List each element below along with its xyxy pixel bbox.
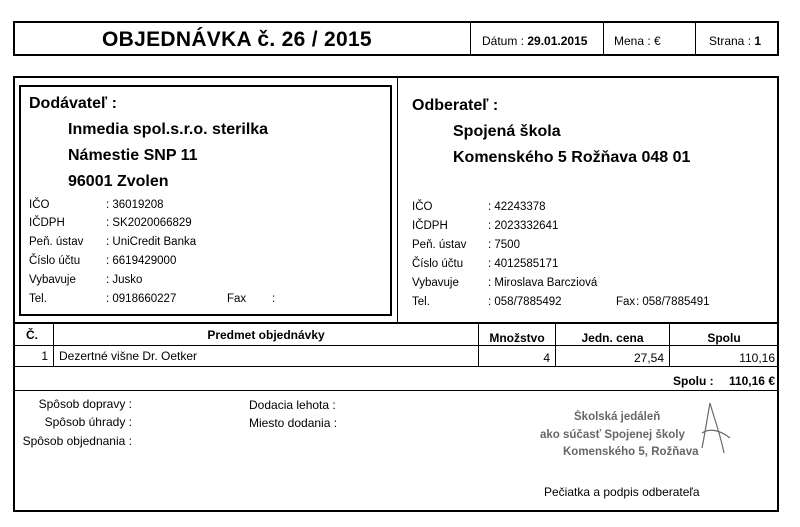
row-qty: 4 — [543, 351, 550, 365]
supplier-field-value: : 6619429000 — [106, 255, 177, 267]
customer-fax-label: Fax — [616, 296, 636, 308]
customer-field-value: : 2023332641 — [488, 220, 559, 232]
supplier-field-label: Vybavuje — [29, 274, 76, 286]
customer-field-value: : 7500 — [488, 239, 520, 251]
header-divider — [695, 22, 696, 55]
supplier-field-value: : SK2020066829 — [106, 217, 192, 229]
supplier-street: Námestie SNP 11 — [68, 147, 198, 164]
customer-field-label: IČDPH — [412, 220, 448, 232]
delivery-place-label: Miesto dodania : — [249, 416, 338, 430]
currency-cell — [614, 34, 661, 48]
sum-value: 110,16 € — [728, 374, 775, 388]
col-header-qty: Množstvo — [489, 331, 545, 345]
supplier-field-value: : 0918660227 — [106, 293, 177, 305]
table-sum-line — [14, 390, 778, 391]
supplier-field-label: IČDPH — [29, 217, 65, 229]
col-header-item: Predmet objednávky — [207, 328, 325, 342]
table-row-line — [14, 366, 778, 367]
customer-heading: Odberateľ : — [412, 97, 499, 114]
stamp-line: Komenského 5, Rožňava — [563, 446, 699, 458]
party-divider — [397, 78, 398, 322]
supplier-field-value: : 36019208 — [106, 199, 164, 211]
row-total: 110,16 — [739, 351, 775, 365]
stamp-line: Školská jedáleň — [574, 411, 661, 423]
customer-field-label: Tel. — [412, 296, 430, 308]
supplier-name: Inmedia spol.s.r.o. sterilka — [68, 121, 269, 138]
col-header-total: Spolu — [707, 331, 741, 345]
currency-value: € — [654, 34, 661, 48]
row-num: 1 — [41, 349, 48, 363]
supplier-field-label: Číslo účtu — [29, 255, 81, 267]
header-divider — [470, 22, 471, 55]
row-item: Dezertné višne Dr. Oetker — [59, 349, 198, 363]
customer-field-value: : 4012585171 — [488, 258, 559, 270]
customer-field-value: : 058/7885492 — [488, 296, 562, 308]
date-cell — [482, 34, 587, 48]
header-divider — [603, 22, 604, 55]
signature-mark — [680, 398, 740, 458]
supplier-field-value: : Jusko — [106, 274, 143, 286]
page-title: OBJEDNÁVKA č. 26 / 2015 — [102, 28, 372, 51]
col-header-unit-price: Jedn. cena — [581, 331, 644, 345]
ordering-label: Spôsob objednania : — [22, 434, 132, 448]
supplier-heading: Dodávateľ : — [29, 95, 117, 112]
table-header-line — [14, 345, 778, 346]
currency-label: Mena : — [614, 34, 651, 48]
customer-field-label: Vybavuje — [412, 277, 459, 289]
supplier-fax-label: Fax — [227, 293, 247, 305]
customer-address: Komenského 5 Rožňava 048 01 — [453, 149, 691, 166]
sum-label: Spolu : — [673, 374, 714, 388]
supplier-field-label: Peň. ústav — [29, 236, 84, 248]
customer-field-value: : 42243378 — [488, 201, 546, 213]
date-value: 29.01.2015 — [527, 34, 588, 48]
page-value: 1 — [754, 34, 762, 48]
supplier-field-value: : UniCredit Banka — [106, 236, 197, 248]
signature-caption: Pečiatka a podpis odberateľa — [544, 485, 700, 499]
transport-label: Spôsob dopravy : — [38, 397, 132, 411]
date-label: Dátum : — [482, 34, 525, 48]
page-label: Strana : — [709, 34, 752, 48]
col-header-num: Č. — [26, 328, 38, 342]
supplier-field-label: Tel. — [29, 293, 47, 305]
customer-name: Spojená škola — [453, 123, 561, 140]
table-top-line — [14, 322, 778, 324]
row-unit-price: 27,54 — [633, 351, 664, 365]
customer-fax-value: : 058/7885491 — [636, 296, 710, 308]
supplier-fax-value: : — [272, 293, 276, 305]
delivery-time-label: Dodacia lehota : — [249, 398, 336, 412]
customer-field-label: IČO — [412, 201, 433, 213]
payment-label: Spôsob úhrady : — [44, 415, 132, 429]
supplier-city: 96001 Zvolen — [68, 173, 169, 190]
customer-field-value: : Miroslava Barcziová — [488, 277, 598, 289]
page-cell — [709, 34, 761, 48]
stamp-line: ako súčasť Spojenej školy — [540, 429, 685, 441]
supplier-field-label: IČO — [29, 199, 50, 211]
customer-field-label: Číslo účtu — [412, 258, 464, 270]
customer-field-label: Peň. ústav — [412, 239, 467, 251]
